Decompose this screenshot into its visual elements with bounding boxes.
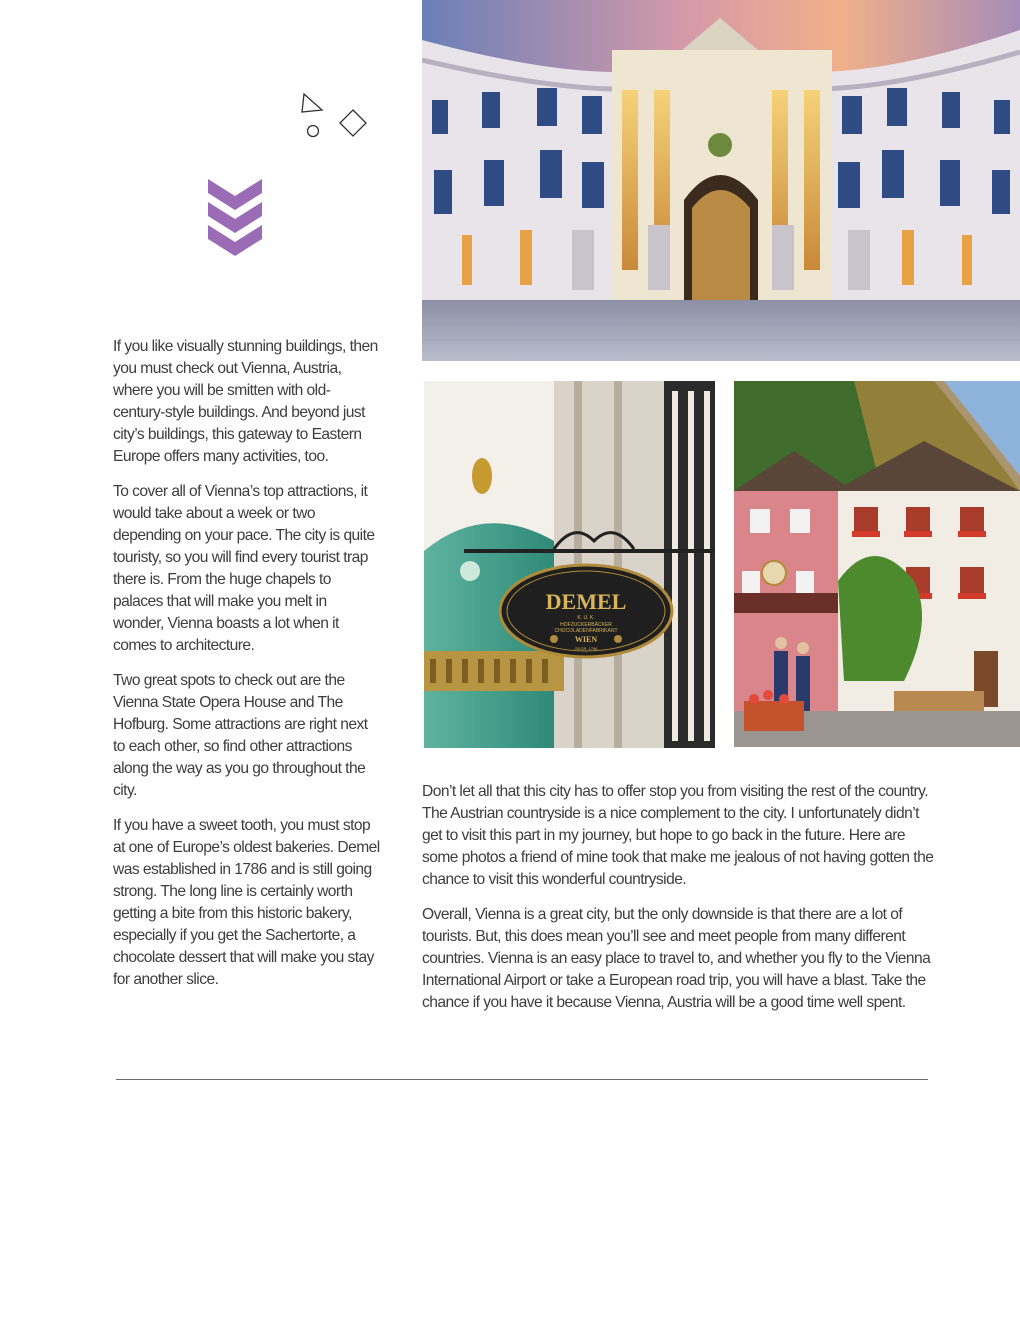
sign-city-text: WIEN: [574, 635, 598, 644]
countryside-paragraph: Don’t let all that this city has to offer stop you from visiting the rest of the country. The Austrian countryside is a nice complement to the city. I unfortunately didn’t get to visit this part in my journey, but hope to go back in the future. Here are some photos a friend of mine took that make me jealous of not having gotten the chance to visit this wonderful countryside.: [422, 783, 934, 888]
bakery-paragraph: If you have a sweet tooth, you must stop at one of Europe’s oldest bakeries. Demel was established in 1786 and is still going strong. The long line is certainly worth getting a bite from this historic bakery, especially if you get the Sachertorte, a chocolate dessert that will make you stay for another slice.: [113, 817, 380, 988]
circle-outline-icon: [308, 126, 319, 137]
triple-chevron-down-icon: [205, 176, 265, 258]
sign-line1-text: HOFZUCKERBÄCKER: [560, 622, 612, 628]
spots-paragraph: Two great spots to check out are the Vienna State Opera House and The Hofburg. Some attractions are right next to each other, so find other attractions along the way as you go throughout the city.: [113, 672, 368, 799]
intro-paragraph: If you like visually stunning buildings, then you must check out Vienna, Austria, where you will be smitten with old-century-style buildings. And beyond just city’s buildings, this gateway to Eastern Europe offers many activities, too.: [113, 338, 378, 465]
demel-sign-photo: [424, 381, 715, 748]
sign-name-text: DEMEL: [545, 589, 627, 614]
austrian-village-photo: [734, 381, 1020, 747]
sign-line2-text: CHOCOLADENFABRIKANT: [554, 628, 618, 634]
diamond-outline-icon: [340, 110, 366, 136]
left-text-column: [113, 336, 381, 1004]
sign-year-text: GEGR. 1786: [574, 646, 598, 651]
sign-kuk-text: K. U. K.: [577, 615, 595, 621]
hofburg-palace-photo: [422, 0, 1020, 361]
attractions-paragraph: To cover all of Vienna’s top attractions, it would take about a week or two depending on your pace. The city is quite touristy, so you will find every tourist trap there is. From the huge chapels to palaces that will make you melt in wonder, Vienna boasts a lot when it comes to architecture.: [113, 483, 375, 654]
horizontal-divider: [116, 1079, 928, 1080]
triangle-outline-icon: [302, 94, 322, 112]
decorative-shapes: [296, 90, 376, 142]
conclusion-paragraph: Overall, Vienna is a great city, but the only downside is that there are a lot of tourists. But, this does mean you’ll see and meet people from many different countries. Vienna is an easy place to travel to, and whether you fly to the Vienna International Airport or take a European road trip, you will have a blast. Take the chance if you have it because Vienna, Austria will be a good time well spent.: [422, 906, 931, 1011]
right-text-column: [422, 781, 934, 1027]
